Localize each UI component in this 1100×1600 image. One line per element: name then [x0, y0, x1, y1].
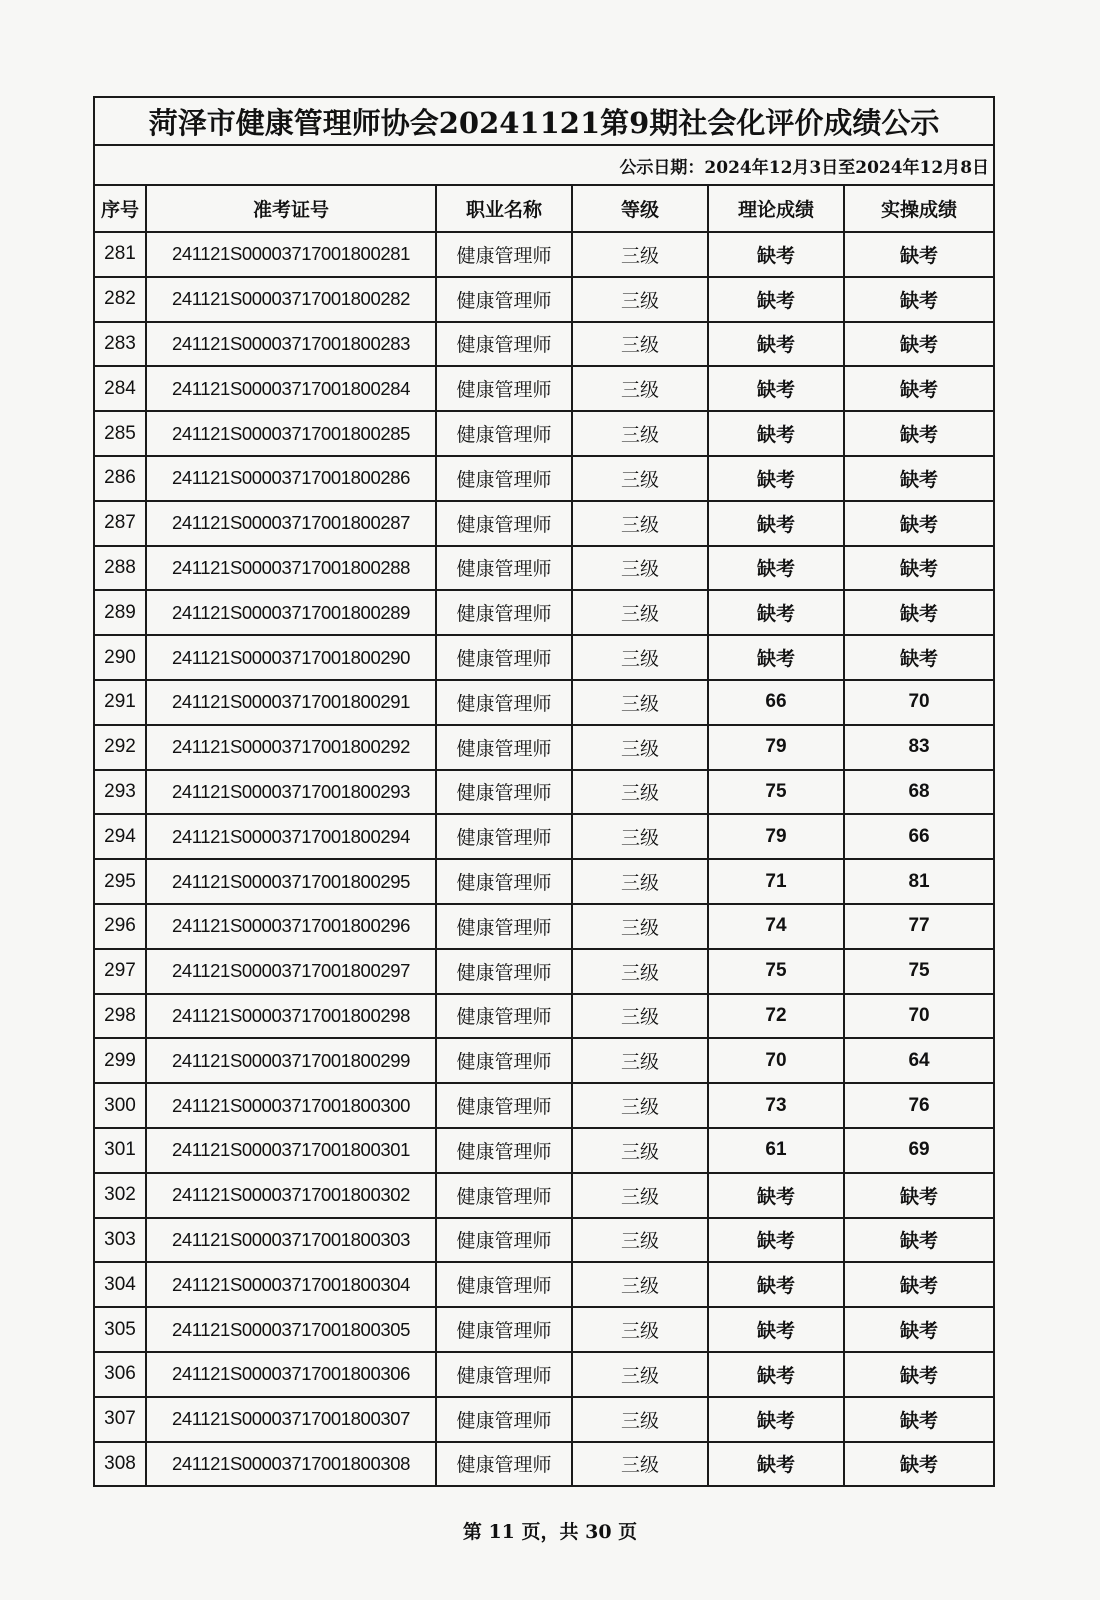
row-exam-id: 241121S00003717001800297	[146, 949, 436, 994]
table-row	[94, 904, 994, 949]
row-level: 三级	[572, 456, 708, 501]
row-theory-score: 缺考	[708, 1262, 844, 1307]
table-row	[94, 1038, 994, 1083]
row-level: 三级	[572, 546, 708, 591]
row-theory-score: 缺考	[708, 322, 844, 367]
table-row	[94, 725, 994, 770]
row-theory-score: 71	[708, 859, 844, 904]
row-occupation: 健康管理师	[436, 904, 572, 949]
row-practice-score: 81	[844, 859, 994, 904]
row-level: 三级	[572, 322, 708, 367]
row-seq: 297	[94, 949, 146, 994]
row-theory-score: 66	[708, 680, 844, 725]
row-practice-score: 缺考	[844, 546, 994, 591]
row-exam-id: 241121S00003717001800296	[146, 904, 436, 949]
row-practice-score: 64	[844, 1038, 994, 1083]
row-seq: 308	[94, 1442, 146, 1487]
row-occupation: 健康管理师	[436, 366, 572, 411]
row-exam-id: 241121S00003717001800285	[146, 411, 436, 456]
row-seq: 286	[94, 456, 146, 501]
row-level: 三级	[572, 1262, 708, 1307]
row-theory-score: 缺考	[708, 1307, 844, 1352]
row-exam-id: 241121S00003717001800306	[146, 1352, 436, 1397]
row-theory-score: 缺考	[708, 1442, 844, 1487]
row-practice-score: 缺考	[844, 322, 994, 367]
row-exam-id: 241121S00003717001800293	[146, 770, 436, 815]
row-level: 三级	[572, 814, 708, 859]
row-theory-score: 79	[708, 814, 844, 859]
row-occupation: 健康管理师	[436, 859, 572, 904]
row-seq: 287	[94, 501, 146, 546]
row-practice-score: 缺考	[844, 411, 994, 456]
table-row	[94, 994, 994, 1039]
column-header-exam-id: 准考证号	[146, 185, 436, 232]
row-practice-score: 66	[844, 814, 994, 859]
row-theory-score: 缺考	[708, 1173, 844, 1218]
row-seq: 281	[94, 232, 146, 277]
row-seq: 299	[94, 1038, 146, 1083]
row-exam-id: 241121S00003717001800292	[146, 725, 436, 770]
row-practice-score: 68	[844, 770, 994, 815]
row-theory-score: 74	[708, 904, 844, 949]
table-row	[94, 1307, 994, 1352]
row-exam-id: 241121S00003717001800299	[146, 1038, 436, 1083]
row-level: 三级	[572, 1397, 708, 1442]
row-occupation: 健康管理师	[436, 994, 572, 1039]
row-practice-score: 缺考	[844, 590, 994, 635]
row-level: 三级	[572, 1128, 708, 1173]
row-exam-id: 241121S00003717001800289	[146, 590, 436, 635]
column-header-practice-score: 实操成绩	[844, 185, 994, 232]
row-seq: 302	[94, 1173, 146, 1218]
table-row	[94, 411, 994, 456]
row-theory-score: 缺考	[708, 1352, 844, 1397]
row-practice-score: 缺考	[844, 277, 994, 322]
row-level: 三级	[572, 635, 708, 680]
row-occupation: 健康管理师	[436, 949, 572, 994]
row-theory-score: 缺考	[708, 456, 844, 501]
row-seq: 296	[94, 904, 146, 949]
table-row	[94, 1442, 994, 1487]
row-level: 三级	[572, 770, 708, 815]
row-practice-score: 缺考	[844, 1397, 994, 1442]
table-row	[94, 366, 994, 411]
row-occupation: 健康管理师	[436, 1218, 572, 1263]
row-exam-id: 241121S00003717001800281	[146, 232, 436, 277]
row-theory-score: 缺考	[708, 635, 844, 680]
row-seq: 291	[94, 680, 146, 725]
table-row	[94, 1262, 994, 1307]
row-exam-id: 241121S00003717001800288	[146, 546, 436, 591]
row-level: 三级	[572, 1218, 708, 1263]
table-row	[94, 949, 994, 994]
column-header-occupation: 职业名称	[436, 185, 572, 232]
row-occupation: 健康管理师	[436, 232, 572, 277]
row-occupation: 健康管理师	[436, 322, 572, 367]
table-row	[94, 1218, 994, 1263]
row-exam-id: 241121S00003717001800302	[146, 1173, 436, 1218]
table-row	[94, 1397, 994, 1442]
table-row	[94, 635, 994, 680]
table-row	[94, 859, 994, 904]
row-occupation: 健康管理师	[436, 1352, 572, 1397]
row-practice-score: 缺考	[844, 1442, 994, 1487]
row-seq: 289	[94, 590, 146, 635]
row-exam-id: 241121S00003717001800295	[146, 859, 436, 904]
row-practice-score: 缺考	[844, 1352, 994, 1397]
row-seq: 282	[94, 277, 146, 322]
score-sheet	[93, 96, 993, 1487]
row-exam-id: 241121S00003717001800308	[146, 1442, 436, 1487]
notice-date: 公示日期：2024年12月3日至2024年12月8日	[94, 145, 994, 185]
row-exam-id: 241121S00003717001800300	[146, 1083, 436, 1128]
row-occupation: 健康管理师	[436, 1307, 572, 1352]
row-seq: 304	[94, 1262, 146, 1307]
row-level: 三级	[572, 366, 708, 411]
row-exam-id: 241121S00003717001800294	[146, 814, 436, 859]
row-occupation: 健康管理师	[436, 1128, 572, 1173]
row-occupation: 健康管理师	[436, 277, 572, 322]
row-occupation: 健康管理师	[436, 456, 572, 501]
row-level: 三级	[572, 680, 708, 725]
row-exam-id: 241121S00003717001800304	[146, 1262, 436, 1307]
table-row	[94, 1173, 994, 1218]
row-exam-id: 241121S00003717001800287	[146, 501, 436, 546]
row-occupation: 健康管理师	[436, 1442, 572, 1487]
row-practice-score: 缺考	[844, 1218, 994, 1263]
row-exam-id: 241121S00003717001800283	[146, 322, 436, 367]
row-theory-score: 缺考	[708, 277, 844, 322]
row-theory-score: 缺考	[708, 1218, 844, 1263]
row-seq: 306	[94, 1352, 146, 1397]
column-header-seq: 序号	[94, 185, 146, 232]
document-title: 菏泽市健康管理师协会20241121第9期社会化评价成绩公示	[94, 97, 994, 145]
column-header-theory-score: 理论成绩	[708, 185, 844, 232]
row-exam-id: 241121S00003717001800290	[146, 635, 436, 680]
row-occupation: 健康管理师	[436, 501, 572, 546]
row-seq: 283	[94, 322, 146, 367]
row-seq: 285	[94, 411, 146, 456]
row-level: 三级	[572, 501, 708, 546]
row-theory-score: 缺考	[708, 1397, 844, 1442]
row-practice-score: 69	[844, 1128, 994, 1173]
row-practice-score: 缺考	[844, 1173, 994, 1218]
row-level: 三级	[572, 1038, 708, 1083]
row-seq: 284	[94, 366, 146, 411]
row-theory-score: 70	[708, 1038, 844, 1083]
row-practice-score: 缺考	[844, 456, 994, 501]
row-exam-id: 241121S00003717001800305	[146, 1307, 436, 1352]
row-exam-id: 241121S00003717001800282	[146, 277, 436, 322]
row-practice-score: 缺考	[844, 635, 994, 680]
row-theory-score: 73	[708, 1083, 844, 1128]
row-exam-id: 241121S00003717001800303	[146, 1218, 436, 1263]
row-level: 三级	[572, 949, 708, 994]
row-level: 三级	[572, 859, 708, 904]
row-theory-score: 缺考	[708, 411, 844, 456]
row-level: 三级	[572, 411, 708, 456]
table-row	[94, 590, 994, 635]
row-practice-score: 缺考	[844, 501, 994, 546]
row-level: 三级	[572, 277, 708, 322]
score-table-body	[94, 97, 994, 1486]
row-seq: 300	[94, 1083, 146, 1128]
row-seq: 294	[94, 814, 146, 859]
row-occupation: 健康管理师	[436, 1038, 572, 1083]
row-theory-score: 缺考	[708, 590, 844, 635]
row-occupation: 健康管理师	[436, 680, 572, 725]
row-theory-score: 75	[708, 949, 844, 994]
column-header-row	[94, 185, 994, 232]
row-exam-id: 241121S00003717001800286	[146, 456, 436, 501]
row-level: 三级	[572, 1442, 708, 1487]
row-seq: 298	[94, 994, 146, 1039]
table-row	[94, 1128, 994, 1173]
score-table	[93, 96, 995, 1487]
table-row	[94, 1352, 994, 1397]
row-occupation: 健康管理师	[436, 814, 572, 859]
row-level: 三级	[572, 1173, 708, 1218]
row-level: 三级	[572, 994, 708, 1039]
row-occupation: 健康管理师	[436, 725, 572, 770]
row-practice-score: 缺考	[844, 1262, 994, 1307]
row-practice-score: 76	[844, 1083, 994, 1128]
table-row	[94, 546, 994, 591]
row-exam-id: 241121S00003717001800307	[146, 1397, 436, 1442]
row-exam-id: 241121S00003717001800301	[146, 1128, 436, 1173]
row-theory-score: 缺考	[708, 546, 844, 591]
row-theory-score: 72	[708, 994, 844, 1039]
row-occupation: 健康管理师	[436, 411, 572, 456]
row-seq: 292	[94, 725, 146, 770]
row-exam-id: 241121S00003717001800291	[146, 680, 436, 725]
row-seq: 301	[94, 1128, 146, 1173]
row-occupation: 健康管理师	[436, 1262, 572, 1307]
row-practice-score: 77	[844, 904, 994, 949]
row-level: 三级	[572, 232, 708, 277]
row-occupation: 健康管理师	[436, 770, 572, 815]
row-seq: 305	[94, 1307, 146, 1352]
row-level: 三级	[572, 1083, 708, 1128]
row-level: 三级	[572, 725, 708, 770]
row-seq: 288	[94, 546, 146, 591]
row-practice-score: 70	[844, 994, 994, 1039]
row-occupation: 健康管理师	[436, 1173, 572, 1218]
row-occupation: 健康管理师	[436, 1083, 572, 1128]
row-practice-score: 75	[844, 949, 994, 994]
row-occupation: 健康管理师	[436, 1397, 572, 1442]
column-header-level: 等级	[572, 185, 708, 232]
row-seq: 307	[94, 1397, 146, 1442]
row-theory-score: 61	[708, 1128, 844, 1173]
page-footer: 第 11 页，共 30 页	[462, 1521, 638, 1543]
row-occupation: 健康管理师	[436, 546, 572, 591]
row-seq: 290	[94, 635, 146, 680]
row-theory-score: 缺考	[708, 501, 844, 546]
row-practice-score: 缺考	[844, 366, 994, 411]
table-row	[94, 322, 994, 367]
table-row	[94, 232, 994, 277]
row-level: 三级	[572, 1352, 708, 1397]
table-row	[94, 814, 994, 859]
row-seq: 293	[94, 770, 146, 815]
row-level: 三级	[572, 904, 708, 949]
row-seq: 303	[94, 1218, 146, 1263]
row-exam-id: 241121S00003717001800298	[146, 994, 436, 1039]
row-theory-score: 缺考	[708, 232, 844, 277]
table-row	[94, 1083, 994, 1128]
table-row	[94, 501, 994, 546]
row-seq: 295	[94, 859, 146, 904]
row-level: 三级	[572, 1307, 708, 1352]
date-row	[94, 145, 994, 185]
row-practice-score: 缺考	[844, 1307, 994, 1352]
table-row	[94, 770, 994, 815]
row-exam-id: 241121S00003717001800284	[146, 366, 436, 411]
row-level: 三级	[572, 590, 708, 635]
row-occupation: 健康管理师	[436, 590, 572, 635]
row-occupation: 健康管理师	[436, 635, 572, 680]
row-practice-score: 83	[844, 725, 994, 770]
title-row	[94, 97, 994, 145]
table-row	[94, 456, 994, 501]
table-row	[94, 277, 994, 322]
table-row	[94, 680, 994, 725]
row-theory-score: 缺考	[708, 366, 844, 411]
row-theory-score: 79	[708, 725, 844, 770]
row-practice-score: 70	[844, 680, 994, 725]
row-practice-score: 缺考	[844, 232, 994, 277]
row-theory-score: 75	[708, 770, 844, 815]
